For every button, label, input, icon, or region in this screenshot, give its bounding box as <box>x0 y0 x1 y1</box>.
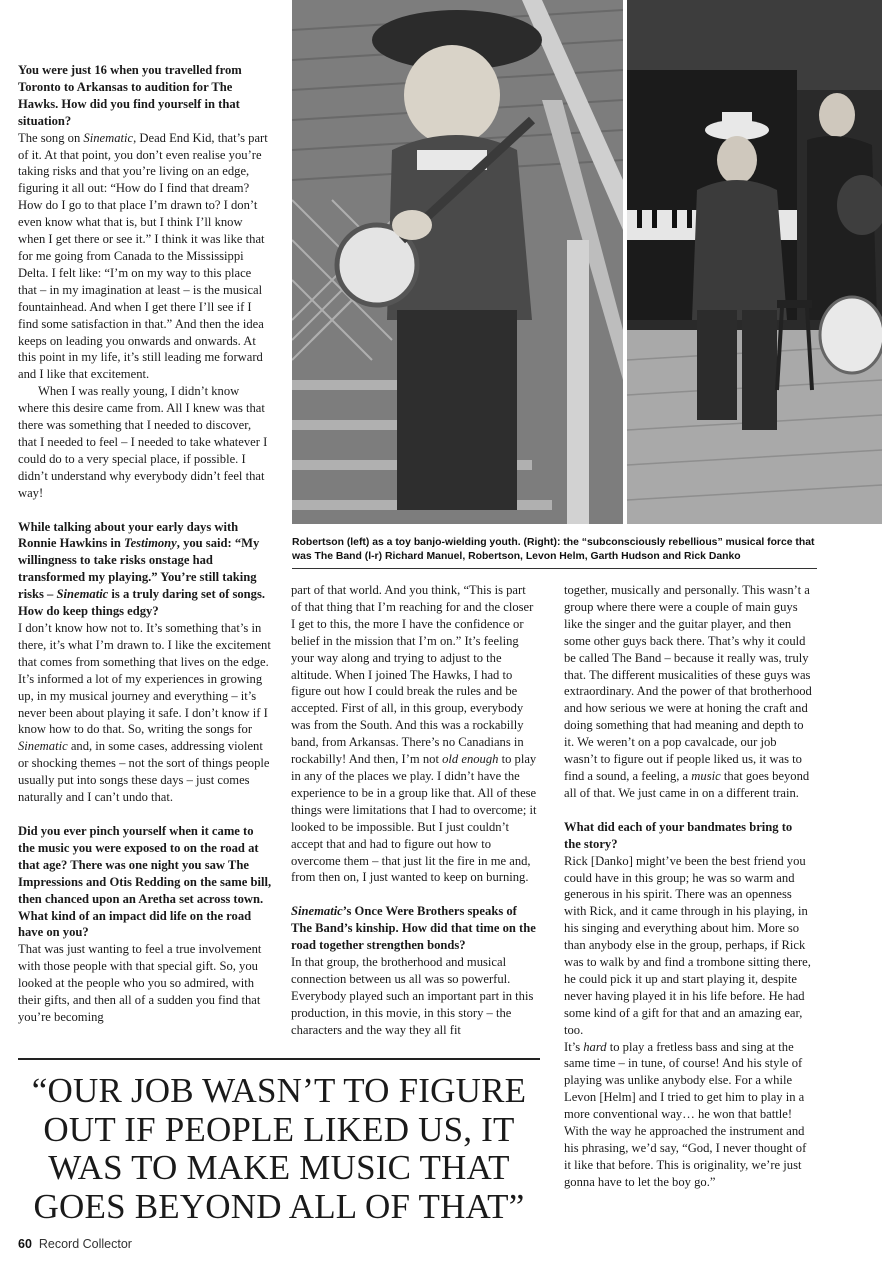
question-2-title: Testimony <box>124 536 177 551</box>
photo-young-robertson-banjo <box>292 0 623 524</box>
answer-5-paragraph-2 <box>564 1039 812 1191</box>
question-2-title-2: Sinematic <box>56 587 109 602</box>
question-3: Did you ever pinch yourself when it came to the music you were exposed to on the road at that age? There was one night you saw The Impressions and Otis Redding on the same bill, then chanced upon an Aretha set across town. What kind of an impact did life on the road have on you? <box>18 823 272 940</box>
pull-quote-rule <box>18 1058 540 1060</box>
answer-2-text-cont: and, in some cases, addressing violent or shocking themes – not the sort of things people usually put into songs these days – just comes naturally and I can’t undo that. <box>18 739 270 805</box>
caption-divider <box>292 568 817 569</box>
answer-3-cont-text-end: to play in any of the places we play. I didn’t have the experience to be in a group like that. All of these things were limitations that I had to overcome; it looked to be impossible. But I just couldn’t accept that and had to figure out how to overcome them – that just lit the fire in me and, from then on, I just wanted to keep on burning. <box>291 752 537 885</box>
question-4-text: ’s Once Were Brothers speaks of The Band’s kinship. How did that time on the road together strengthen bonds? <box>291 904 536 953</box>
magazine-name: Record Collector <box>38 1237 132 1251</box>
answer-5: Rick [Danko] might’ve been the best friend you could have in this group; he was so warm and generous in his spirit. There was an openness with Rick, and it came through in his playing, in his singing and everything about him. More so than anybody else in the group, perhaps, if Rick was to walk by and find a trombone sitting there, he could pick it up and start playing it, despite never having played it in his life before. He had some kind of a gift for that and an amazing ear, too. <box>564 853 811 1037</box>
pull-quote: “OUR JOB WASN’T TO FIGURE OUT IF PEOPLE LIKED US, IT WAS TO MAKE MUSIC THAT GOES BEYOND ALL OF THAT” <box>31 1071 527 1226</box>
answer-1-text: The song on <box>18 130 84 145</box>
photo-the-band-piano <box>627 0 882 524</box>
answer-4-cont-text: together, musically and personally. This wasn’t a group where there were a couple of main guys like the singer and the guitar player, and then some other guys back there. That’s why it could be called The Band – because it really was, truly that. The different musicalities of these guys was extraordinary. And the power of that brotherhood and how serious we were at honing the craft and doing something that had meaning and depth to it. We weren’t on a pop cavalcade, our job wasn’t to figure out if people liked us, it was to find a sound, a feeling, a <box>564 583 812 783</box>
answer-1-title: Sinematic <box>83 130 134 145</box>
answer-4-cont-text-end: that goes beyond all of that. We just came in on a different train. <box>564 768 810 800</box>
page-folio <box>18 1237 132 1251</box>
question-2 <box>18 519 272 620</box>
answer-5b-text: It’s <box>564 1039 584 1054</box>
photo-left-illustration <box>292 0 623 524</box>
question-5: What did each of your bandmates bring to the story? <box>564 819 793 851</box>
question-4-title: Sinematic <box>291 904 343 919</box>
answer-3-cont-emphasis: old enough <box>442 752 499 767</box>
answer-1-paragraph-2: When I was really young, I didn’t know where this desire came from. All I knew was that there was something that I needed to discover, that I needed to feel – I needed to take whatever I could do to a very special place, if possible. I didn’t understand why everybody didn’t feel that way! <box>18 384 268 500</box>
answer-3: That was just wanting to feel a true involvement with those people with that special gift. So, you looked at the people who you so admired, with their gifts, and then all of a sudden you find that you’re becoming <box>18 942 262 1024</box>
answer-3-continued <box>291 582 537 886</box>
article-column-2 <box>291 582 537 1039</box>
photo-right-illustration <box>627 0 882 524</box>
article-column-3 <box>564 582 812 1191</box>
answer-4-continued <box>564 582 812 802</box>
answer-2-text: I don’t know how not to. It’s something that’s in there, it’s what I’m drawn to. I like the excitement that comes from something that lives on the edge. It’s informed a lot of my experiences in growing up, in my musical journey and everything – it’s never been about playing it safe. I don’t know if I know how to do that. So, writing the songs for <box>18 621 271 737</box>
question-2-text: While talking about your early days with Ronnie Hawkins in <box>18 519 239 551</box>
question-2-text-cont: , you said: “My willingness to take risks onstage had transformed my playing.” You’re still taking risks – <box>18 536 260 602</box>
answer-4: In that group, the brotherhood and musical connection between us all was so powerful. Everybody played such an important part in this production, in this movie, in this story – the characters and the way they all fit <box>291 955 534 1037</box>
answer-5b-text-end: to play a fretless bass and sing at the same time – in tune, of course! And his style of playing was unlike anybody else. For a while Levon [Helm] and I tried to get him to play in a more conventional way… he won that battle! With the way he approached the instrument and his phrasing, we’d say, “God, I never thought of it like that before. This is originality, we’re just gonna have to let the boy go.” <box>564 1039 807 1189</box>
answer-1-text-cont: , Dead End Kid, that’s part of it. At that point, you don’t even realise you’re taking risks and that you’re living on an edge, figuring it all out: “How do I find that dream? How do I go to that place I’m drawn to? I don’t even know what that is, but I think I’ll know when I get there or see it.” I think it was like that for me going from Canada to the Mississippi Delta. I felt like: “I’m on my way to this place that – in my imagination at least – is the musical fountainhead. And when I get there I’ll see if I find some satisfaction in that.” And then the idea keeps on leading you onwards and onwards. At this point in my life, it’s still leading me forward and I like that excitement. <box>18 130 268 382</box>
page-number: 60 <box>18 1237 32 1251</box>
answer-2-title: Sinematic <box>18 739 68 754</box>
answer-5b-emphasis: hard <box>583 1039 607 1054</box>
article-column-1 <box>18 62 272 1026</box>
question-4 <box>291 903 537 954</box>
answer-1 <box>18 130 272 384</box>
answer-4-cont-emphasis: music <box>691 768 721 783</box>
answer-3-cont-text: part of that world. And you think, “This is part of that thing that I’m reaching for and the closer I get to this, the more I have the confidence or belief in the mission that I’m on.” It’s feeling your way along and trying to adjust to the altitude. When I joined The Hawks, I had to figure out how I could break the rules and be accepted. First of all, in this group, everybody was from the South. And this was a rockabilly band, from Arkansas. There’s no Canadians in rockabilly! And then, I’m not <box>291 583 534 767</box>
question-1: You were just 16 when you travelled from Toronto to Arkansas to audition for The Hawks. How did you find yourself in that situation? <box>18 63 242 128</box>
answer-2 <box>18 620 272 806</box>
question-2-text-end: is a truly daring set of songs. How do keep things edgy? <box>18 587 266 619</box>
photo-caption: Robertson (left) as a toy banjo-wielding youth. (Right): the “subconsciously rebellious” musical force that was The Band (l-r) Richard Manuel, Robertson, Levon Helm, Garth Hudson and Rick Danko <box>292 537 815 562</box>
